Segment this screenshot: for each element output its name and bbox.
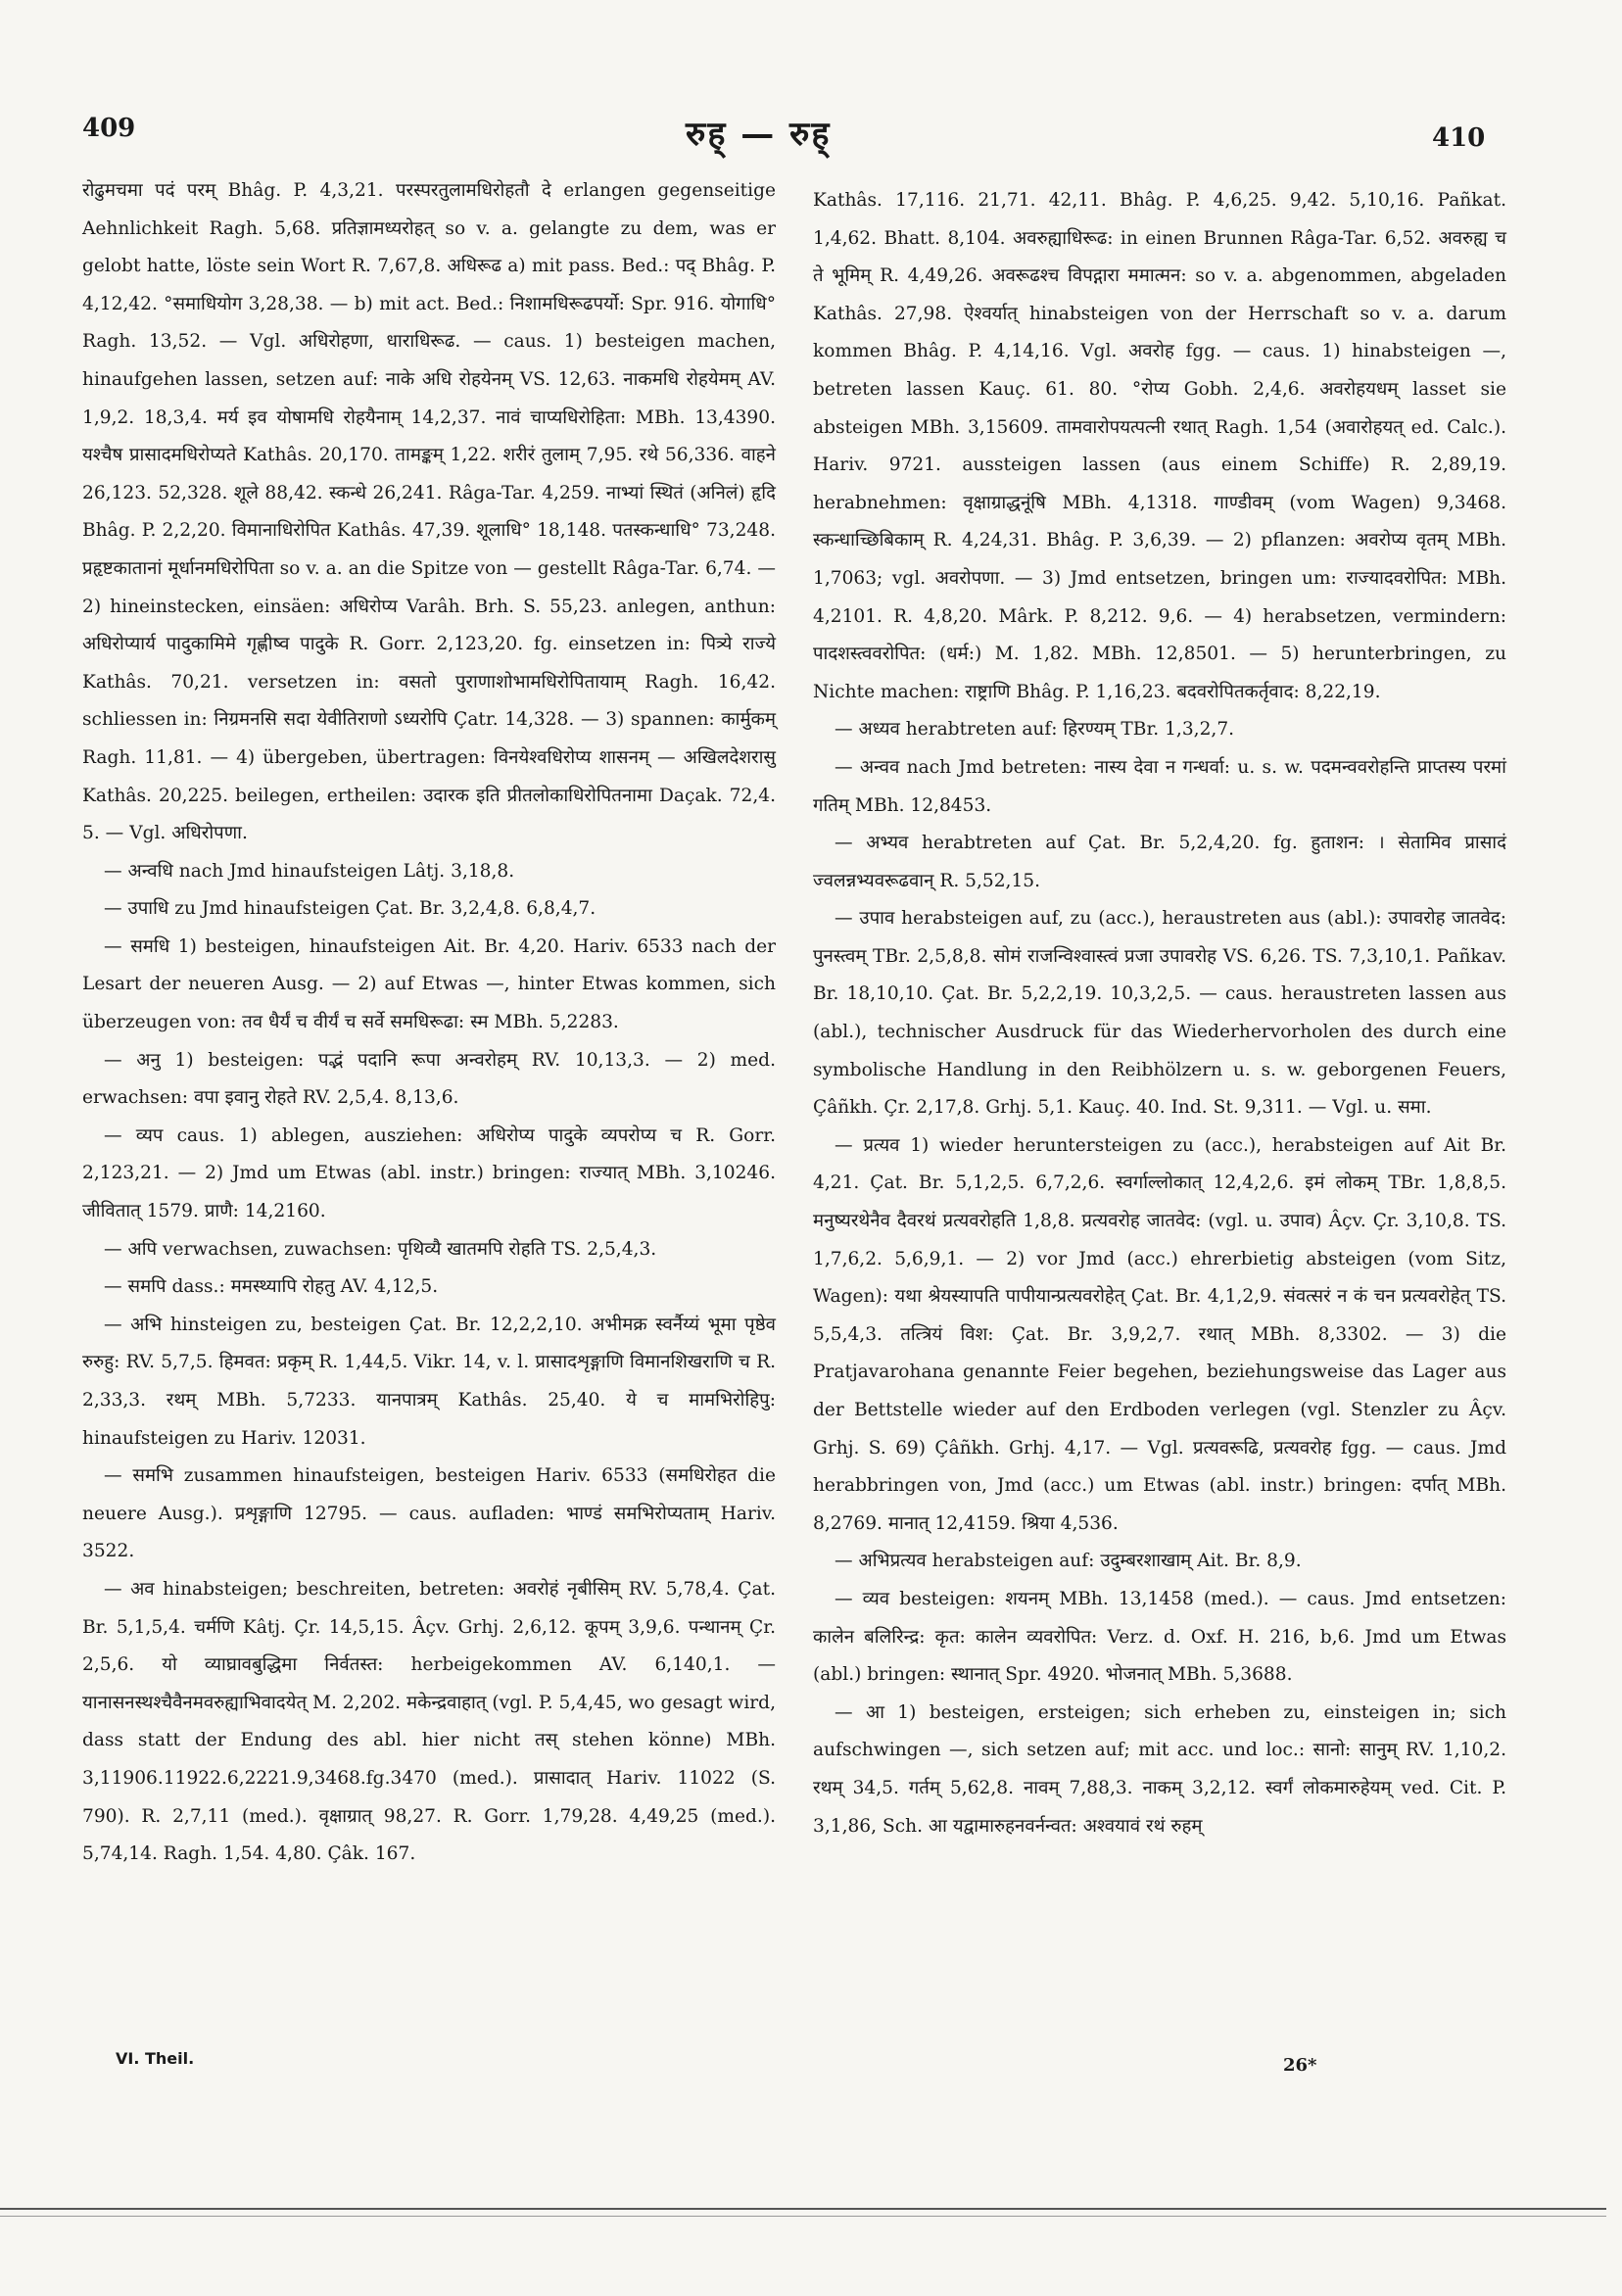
entry-paragraph: — अध्यव herabtreten auf: हिरण्यम् TBr. 1,3,2,7. [835, 719, 1235, 741]
entry-paragraph: — समधि 1) besteigen, hinaufsteigen Ait. Br. 4,20. Hariv. 6533 nach der Lesart der neueren Ausg. — 2) auf Etwas —, hinter Etwas kommen, sich überzeugen von: तव धैर्यं च वीर्यं च सर्वे समधिरूढा: स्म MBh. 5,2283. [82, 935, 776, 1033]
entry-paragraph: रोढुमचमा पदं परम् Bhâg. P. 4,3,21. परस्परतुलामधिरोहतौ दे erlangen gegenseitige Aehnlichkeit Ragh. 5,68. प्रतिज्ञामध्यरोहत् so v. a. gelangte zu dem, was er gelobt hatte, löste sein Wort R. 7,67,8. अधिरूढ a) mit pass. Bed.: पद् Bhâg. P. 4,12,42. °समाधियोग 3,28,38. — b) mit act. Bed.: निशामधिरूढपर्यो: Spr. 916. योगाधि° Ragh. 13,52. — Vgl. अधिरोहणा, धाराधिरूढ. — caus. 1) besteigen machen, hinaufgehen lassen, setzen auf: नाके अधि रोहयेनम् VS. 12,63. नाकमधि रोहयेमम् AV. 1,9,2. 18,3,4. मर्य इव योषामधि रोहयैनाम् 14,2,37. नावं चाप्यधिरोहिता: MBh. 13,4390. यश्चैष प्रासादमधिरोप्यते Kathâs. 20,170. तामङ्कम् 1,22. शरीरं तुलाम् 7,95. रथे 56,336. वाहने 26,123. 52,328. शूले 88,42. स्कन्धे 26,241. Râga-Tar. 4,259. नाभ्यां स्थितं (अनिलं) हृदि Bhâg. P. 2,2,20. विमानाधिरोपित Kathâs. 47,39. शूलाधि° 18,148. पतस्कन्धाधि° 73,248. प्रहृष्टकातानां मूर्धानमधिरोपिता so v. a. an die Spitze von — gestellt Râga-Tar. 6,74. — 2) hineinstecken, einsäen: अधिरोप्य Varâh. Brh. S. 55,23. anlegen, anthun: अधिरोप्यार्य पादुकामिमे गृह्णीष्व पादुके R. Gorr. 2,123,20. fg. einsetzen in: पित्र्ये राज्ये Kathâs. 70,21. versetzen in: वसतो पुराणाशोभामधिरोपितायाम् Ragh. 16,42. schliessen in: निग्रमनसि सदा येवीतिराणो ऽध्यरोपि Çatr. 14,328. — 3) spannen: कार्मुकम् Ragh. 11,81. — 4) übergeben, übertragen: विनयेश्वधिरोप्य शासनम् — अखिलदेशरासु Kathâs. 20,225. beilegen, ertheilen: उदारक इति प्रीतलोकाधिरोपितनामा Daçak. 72,4. 5. — Vgl. अधिरोपणा. [82, 180, 776, 844]
entry-paragraph: — समभि zusammen hinaufsteigen, besteigen Hariv. 6533 (समधिरोहत die neuere Ausg.). प्रशृङ्गाणि 12795. — caus. aufladen: भाण्डं समभिरोप्यताम् Hariv. 3522. [82, 1465, 776, 1562]
entry-paragraph: — अव hinabsteigen; beschreiten, betreten: अवरोहं नृबीसिम् RV. 5,78,4. Çat. Br. 5,1,5,4. चर्मणि Kâtj. Çr. 14,5,15. Âçv. Grhj. 2,6,12. कूपम् 3,9,6. पन्थानम् Çr. 2,5,6. यो व्याघ्रावबुद्धिमा निर्वतस्त: herbeigekommen AV. 6,140,1. — यानासनस्थश्चैवैनमवरुह्याभिवादयेत् M. 2,202. मकेन्द्रवाहात् (vgl. P. 5,4,45, wo gesagt wird, dass statt der Endung des abl. hier nicht तस् stehen könne) MBh. 3,11906.11922.6,2221.9,3468.fg.3470 (med.). प्रासादात् Hariv. 11022 (S. 790). R. 2,7,11 (med.). वृक्षाग्रात् 98,27. R. Gorr. 1,79,28. 4,49,25 (med.). 5,74,14. Ragh. 1,54. 4,80. Çâk. 167. [82, 1578, 776, 1865]
running-headword: रुह् — रुह् [686, 115, 832, 154]
volume-label: VI. Theil. [116, 2049, 195, 2068]
page-number-left: 409 [82, 114, 136, 143]
entry-paragraph: — उपाधि zu Jmd hinaufsteigen Çat. Br. 3,2,4,8. 6,8,4,7. [104, 898, 596, 920]
entry-paragraph: Kathâs. 17,116. 21,71. 42,11. Bhâg. P. 4,6,25. 9,42. 5,10,16. Pañkat. 1,4,62. Bhatt. 8,104. अवरुह्याधिरूढ: in einen Brunnen Râga-Tar. 6,52. अवरुह्य च ते भूमिम् R. 4,49,26. अवरूढश्च विपद्गारा ममात्मन: so v. a. abgenommen, abgeladen Kathâs. 27,98. ऐश्वर्यात् hinabsteigen von der Herrschaft so v. a. darum kommen Bhâg. P. 4,14,16. Vgl. अवरोह fgg. — caus. 1) hinabsteigen —, betreten lassen Kauç. 61. 80. °रोप्य Gobh. 2,4,6. अवरोहयधम् lasset sie absteigen MBh. 3,15609. तामवारोपयत्पत्नी रथात् Ragh. 1,54 (अवारोहयत् ed. Calc.). Hariv. 9721. aussteigen lassen (aus einem Schiffe) R. 2,89,19. herabnehmen: वृक्षाग्राद्धनूंषि MBh. 4,1318. गाण्डीवम् (vom Wagen) 9,3468. स्कन्धाच्छिबिकाम् R. 4,24,31. Bhâg. P. 3,6,39. — 2) pflanzen: अवरोप्य वृतम् MBh. 1,7063; vgl. अवरोपणा. — 3) Jmd entsetzen, bringen um: राज्यादवरोपित: MBh. 4,2101. R. 4,8,20. Mârk. P. 8,212. 9,6. — 4) herabsetzen, vermindern: पादशस्त्ववरोपित: (धर्म:) M. 1,82. MBh. 12,8501. — 5) herunterbringen, zu Nichte machen: राष्ट्राणि Bhâg. P. 1,16,23. बदवरोपितकर्तृवाद: 8,22,19. [813, 190, 1506, 702]
bottom-rule-thin [0, 2216, 1606, 2217]
entry-paragraph: — अनु 1) besteigen: पद्भं पदानि रूपा अन्वरोहम् RV. 10,13,3. — 2) med. erwachsen: वपा इवानु रोहते RV. 2,5,4. 8,13,6. [82, 1049, 776, 1109]
entry-paragraph: — अन्वव nach Jmd betreten: नास्य देवा न गन्धर्वा: u. s. w. पदमन्ववरोहन्ति प्राप्तस्य परमां गतिम् MBh. 12,8453. [813, 756, 1506, 816]
right-column [813, 182, 1506, 1845]
entry-paragraph: — अभिप्रत्यव herabsteigen auf: उदुम्बरशाखाम् Ait. Br. 8,9. [835, 1551, 1302, 1572]
entry-paragraph: — व्यप caus. 1) ablegen, ausziehen: अधिरोप्य पादुके व्यपरोप्य च R. Gorr. 2,123,21. — 2) Jmd um Etwas (abl. instr.) bringen: राज्यात् MBh. 3,10246. जीवितात् 1579. प्राणै: 14,2160. [82, 1124, 776, 1222]
entry-paragraph: — समपि dass.: ममस्थ्यापि रोहतु AV. 4,12,5. [104, 1276, 439, 1298]
bottom-rule [0, 2208, 1606, 2210]
entry-paragraph: — अपि verwachsen, zuwachsen: पृथिव्यै खातमपि रोहति TS. 2,5,4,3. [104, 1238, 657, 1260]
entry-paragraph: — अन्वधि nach Jmd hinaufsteigen Lâtj. 3,18,8. [104, 860, 515, 882]
entry-paragraph: — उपाव herabsteigen auf, zu (acc.), heraustreten aus (abl.): उपावरोह जातवेद: पुनस्त्वम् TBr. 2,5,8,8. सोमं राजन्विश्वास्त्वं प्रजा उपावरोह VS. 6,26. TS. 7,3,10,1. Pañkav. Br. 18,10,10. Çat. Br. 5,2,2,19. 10,3,2,5. — caus. heraustreten lassen aus (abl.), technischer Ausdruck für das Wiederhervorholen des durch eine symbolische Handlung in den Reibhölzern u. s. w. geborgenen Feuers, Çâñkh. Çr. 2,17,8. Grhj. 5,1. Kauç. 40. Ind. St. 9,311. — Vgl. u. समा. [813, 908, 1506, 1119]
entry-paragraph: — आ 1) besteigen, ersteigen; sich erheben zu, einsteigen in; sich aufschwingen —, sich setzen auf; mit acc. und loc.: सानो: सानुम् RV. 1,10,2. रथम् 34,5. गर्तम् 5,62,8. नावम् 7,88,3. नाकम् 3,2,12. स्वर्गं लोकमारुहेयम् ved. Cit. P. 3,1,86, Sch. आ यद्वामारुहनवर्नन्वत: अश्वयावं रथं रुहम् [813, 1701, 1506, 1837]
page-number-right: 410 [1432, 123, 1486, 153]
left-column [82, 172, 776, 1874]
entry-paragraph: — अभ्यव herabtreten auf Çat. Br. 5,2,4,20. fg. हुताशन: । सेतामिव प्रासादं ज्वलन्नभ्यवरूढवान् R. 5,52,15. [813, 833, 1506, 891]
entry-paragraph: — प्रत्यव 1) wieder heruntersteigen zu (acc.), herabsteigen auf Ait Br. 4,21. Çat. Br. 5,1,2,5. 6,7,2,6. स्वर्गाल्लोकात् 12,4,2,6. इमं लोकम् TBr. 1,8,8,5. मनुष्यरथेनैव दैवरथं प्रत्यवरोहति 1,8,8. प्रत्यवरोह जातवेद: (vgl. u. उपाव) Âçv. Çr. 3,10,8. TS. 1,7,6,2. 5,6,9,1. — 2) vor Jmd (acc.) ehrerbietig absteigen (vom Sitz, Wagen): यथा श्रेयस्यापति पापीयान्प्रत्यवरोहेत् Çat. Br. 4,1,2,9. संवत्सरं न कं चन प्रत्यवरोहेत् TS. 5,5,4,3. तत्त्रियं विश: Çat. Br. 3,9,2,7. रथात् MBh. 8,3302. — 3) die Pratjavarohana genannte Feier begehen, beziehungsweise das Lager aus der Bettstelle wieder auf den Erdboden verlegen (vgl. Stenzler zu Âçv. Grhj. S. 69) Çâñkh. Grhj. 4,17. — Vgl. प्रत्यवरूढि, प्रत्यवरोह fgg. — caus. Jmd herabbringen von, Jmd (acc.) um Etwas (abl. instr.) bringen: दर्पात् MBh. 8,2769. मानात् 12,4159. श्रिया 4,536. [813, 1134, 1506, 1534]
signature-mark: 26* [1283, 2055, 1317, 2076]
entry-paragraph: — अभि hinsteigen zu, besteigen Çat. Br. 12,2,2,10. अभीमक्र स्वर्नैय्यं भूमा पृष्ठेव रुरुहु: RV. 5,7,5. हिमवत: प्रकृम् R. 1,44,5. Vikr. 14, v. l. प्रासादशृङ्गाणि विमानशिखराणि च R. 2,33,3. रथम् MBh. 5,7233. यानपात्रम् Kathâs. 25,40. ये च मामभिरोहिपु: hinaufsteigen zu Hariv. 12031. [82, 1314, 776, 1449]
entry-paragraph: — व्यव besteigen: शयनम् MBh. 13,1458 (med.). — caus. Jmd entsetzen: कालेन बलिरिन्द्र: कृत: कालेन व्यवरोपित: Verz. d. Oxf. H. 216, b,6. Jmd um Etwas (abl.) bringen: स्थानात् Spr. 4920. भोजनात् MBh. 5,3688. [813, 1588, 1506, 1686]
